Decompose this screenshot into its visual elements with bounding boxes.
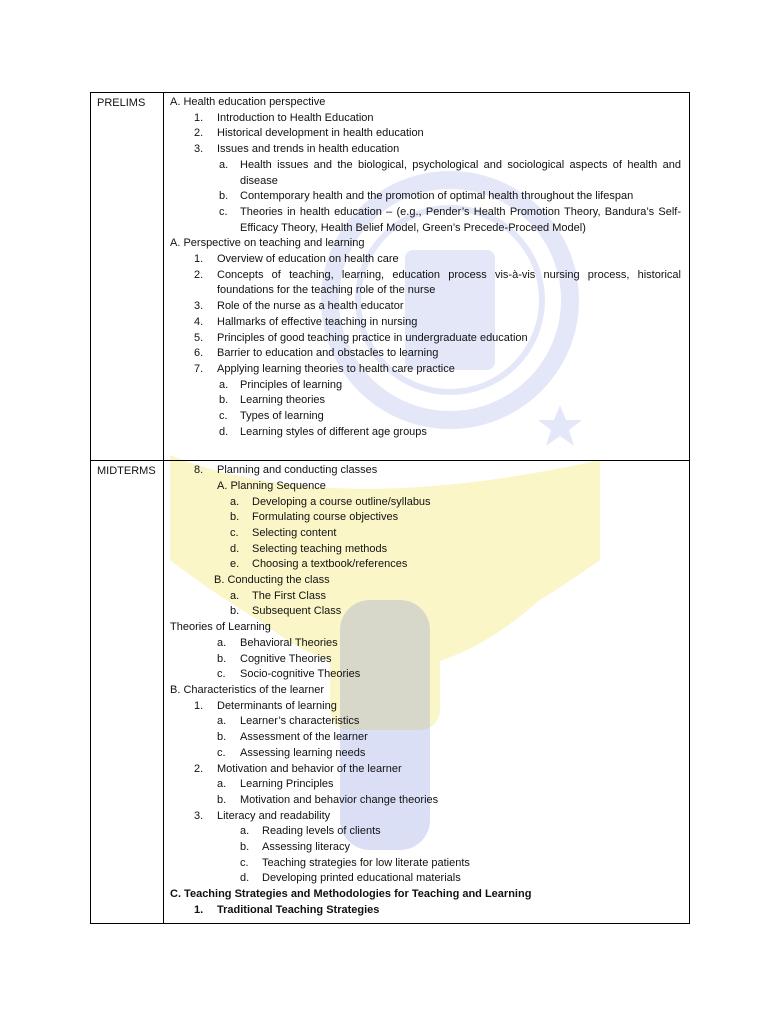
list-item: c. Theories in health education – (e.g., Pender’s Health Promotion Theory, Bandura’s Self-Efficacy Theory, Health Belief Model, Green’s Precede-Proceed Model) — [219, 205, 681, 234]
section-heading: Theories of Learning — [170, 621, 271, 634]
midterms-content — [164, 461, 690, 923]
midterms-row — [91, 461, 690, 923]
list-item: 1. Determinants of learning — [194, 699, 337, 712]
list-item: b. Assessment of the learner — [217, 731, 368, 744]
list-item: 5. Principles of good teaching practice in undergraduate education — [194, 331, 528, 344]
section-heading: B. Conducting the class — [214, 574, 330, 587]
list-item: b. Formulating course objectives — [230, 511, 399, 524]
list-item: 3. Issues and trends in health education — [194, 143, 400, 156]
list-item: d. Learning styles of different age groups — [219, 425, 427, 438]
list-item: b. Subsequent Class — [230, 605, 342, 618]
list-item: 1. Traditional Teaching Strategies — [194, 903, 380, 916]
list-item: b. Contemporary health and the promotion of optimal health throughout the lifespan — [219, 190, 634, 203]
list-item: 2. Motivation and behavior of the learner — [194, 762, 402, 775]
section-heading: A. Planning Sequence — [217, 479, 326, 492]
list-item: b. Learning theories — [219, 394, 326, 407]
section-heading: A. Perspective on teaching and learning — [170, 237, 365, 250]
list-item: a. Developing a course outline/syllabus — [230, 495, 431, 508]
list-item: e. Choosing a textbook/references — [230, 558, 408, 571]
section-heading: B. Characteristics of the learner — [170, 684, 325, 696]
curriculum-table — [90, 92, 690, 924]
list-item: 1. Introduction to Health Education — [194, 111, 374, 124]
list-item: 3. Literacy and readability — [194, 809, 331, 822]
list-item: c. Assessing learning needs — [217, 746, 366, 759]
spacer — [170, 440, 681, 456]
list-item: 6. Barrier to education and obstacles to learning — [194, 347, 439, 360]
list-item: 2. Historical development in health education — [194, 127, 424, 140]
section-heading: A. Health education perspective — [170, 96, 326, 108]
list-item: a. Learning Principles — [217, 778, 334, 791]
list-item: a. Behavioral Theories — [217, 636, 338, 649]
prelims-row — [91, 93, 690, 461]
prelims-label: PRELIMS — [91, 93, 164, 461]
list-item: c. Types of learning — [219, 410, 324, 423]
list-item: a. Reading levels of clients — [240, 825, 381, 838]
list-item: 7. Applying learning theories to health care practice — [194, 362, 455, 375]
list-item: c. Teaching strategies for low literate patients — [240, 856, 470, 869]
list-item: 3. Role of the nurse as a health educator — [194, 300, 404, 313]
list-item: 2. Concepts of teaching, learning, education process vis-à-vis nursing process, historical foundations for the teaching role of the nurse — [194, 268, 681, 297]
list-item: a. Health issues and the biological, psychological and sociological aspects of health and disease — [219, 158, 681, 187]
list-item: b. Cognitive Theories — [217, 652, 332, 665]
list-item: c. Socio-cognitive Theories — [217, 668, 361, 681]
section-heading: C. Teaching Strategies and Methodologies for Teaching and Learning — [170, 888, 532, 901]
list-item: b. Motivation and behavior change theories — [217, 793, 439, 806]
list-item: a. Learner’s characteristics — [217, 715, 360, 728]
prelims-content — [164, 93, 690, 461]
list-item: b. Assessing literacy — [240, 841, 351, 854]
list-item: 8. Planning and conducting classes — [194, 464, 378, 477]
list-item: a. Principles of learning — [219, 378, 343, 391]
list-item: 4. Hallmarks of effective teaching in nursing — [194, 315, 418, 328]
midterms-label: MIDTERMS — [91, 461, 164, 923]
list-item: 1. Overview of education on health care — [194, 253, 399, 266]
list-item: c. Selecting content — [230, 526, 337, 539]
list-item: d. Selecting teaching methods — [230, 542, 388, 555]
list-item: a. The First Class — [230, 589, 326, 602]
list-item: d. Developing printed educational materials — [240, 872, 461, 885]
